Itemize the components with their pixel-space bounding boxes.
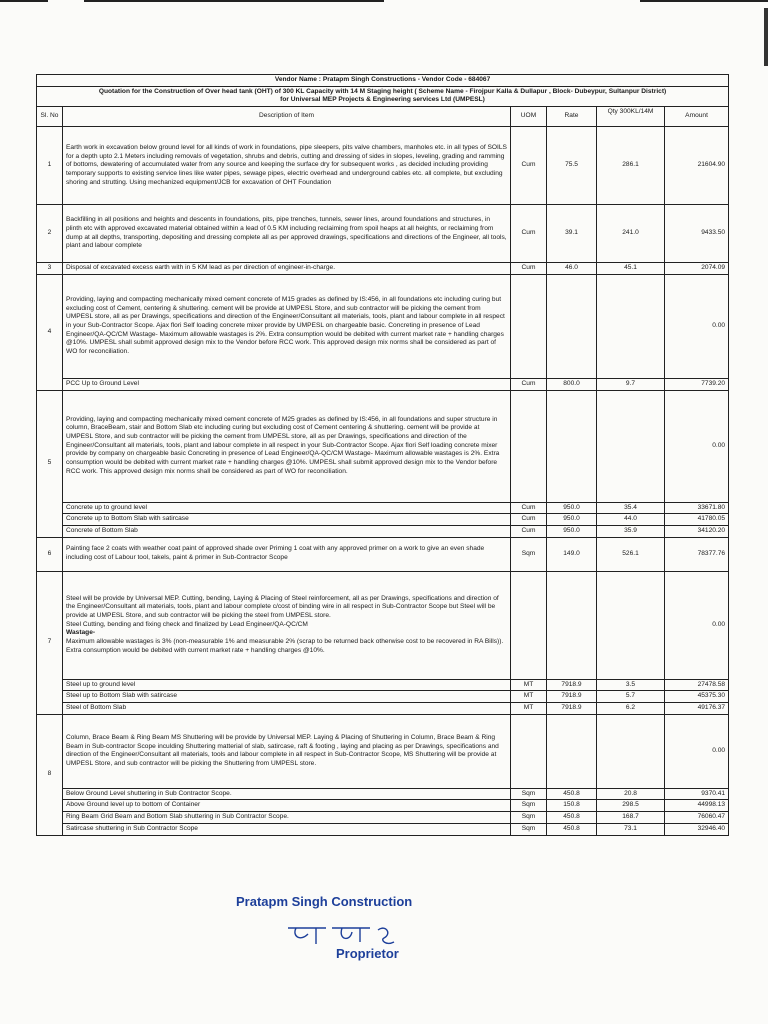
table-row <box>37 703 729 715</box>
item-uom: Cum <box>511 378 547 390</box>
sl-no: 8 <box>37 714 63 835</box>
scan-edge-mark <box>764 8 768 66</box>
item-uom: Cum <box>511 263 547 275</box>
sub-item-description: Steel up to ground level <box>63 679 511 691</box>
table-row <box>37 274 729 378</box>
col-qty: Qty 300KL/14M <box>597 107 665 127</box>
scan-edge-mark <box>84 0 384 2</box>
col-uom: UOM <box>511 107 547 127</box>
item-description: Steel will be provide by Universal MEP. Cutting, bending, Laying & Placing of Steel reinforcement, all as per Drawings, specifications and direction of the Engineer/Consultant all materials, tools, plant and labour complete c/cost of binding wire in all respect in Sub-Contractor Scope but Steel will be provide at UMPESL Store, and sub contractor will be picking the steel from UMPESL store. Steel Cutting, bending and fixing check and finalized by Lead Engineer/QA-QC/CM Wastage- Maximum allowable wastages is 3% (non-measurable 1% and measurable 2% (scrap to be returned back otherwise cost to be recovered in RA Bills)). Extra consumption would be debited with current market rate + handling charges @10%. <box>63 571 511 679</box>
item-rate: 950.0 <box>547 502 597 514</box>
item-amount: 34120.20 <box>665 525 729 537</box>
table-row <box>37 823 729 835</box>
quotation-sheet <box>36 74 728 836</box>
item-qty: 9.7 <box>597 378 665 390</box>
item-rate: 7918.9 <box>547 691 597 703</box>
table-row <box>37 571 729 679</box>
item-amount: 0.00 <box>665 571 729 679</box>
col-amount: Amount <box>665 107 729 127</box>
item-amount: 41780.05 <box>665 514 729 526</box>
item-qty: 526.1 <box>597 537 665 571</box>
item-uom: Sqm <box>511 788 547 800</box>
item-amount: 0.00 <box>665 390 729 502</box>
item-amount: 9433.50 <box>665 205 729 263</box>
col-rate: Rate <box>547 107 597 127</box>
table-row <box>37 263 729 275</box>
item-qty: 73.1 <box>597 823 665 835</box>
item-rate: 39.1 <box>547 205 597 263</box>
sl-no: 7 <box>37 571 63 714</box>
col-desc: Description of Item <box>63 107 511 127</box>
item-uom: Cum <box>511 525 547 537</box>
item-rate: 75.5 <box>547 127 597 205</box>
item-uom: Sqm <box>511 812 547 824</box>
table-row <box>37 714 729 788</box>
item-qty: 45.1 <box>597 263 665 275</box>
item-amount: 27478.58 <box>665 679 729 691</box>
item-amount: 33671.80 <box>665 502 729 514</box>
sl-no: 3 <box>37 263 63 275</box>
item-description: Backfilling in all positions and heights and descents in foundations, pits, pipe trenches, tunnels, sewer lines, around foundations and structures, in plinth etc with approved excavated material obtained within a lead of 0.5 KM including reclaiming from spoil heaps at all heights, or reclaiming from dump at all depths, transporting, depositing and dressing complete all as per approved drawings, specifications and directions of the Engineer, all tools, plant and labour complete <box>63 205 511 263</box>
scan-edge-mark <box>640 0 768 2</box>
signature-company: Pratapm Singh Construction <box>236 894 413 909</box>
item-qty: 35.4 <box>597 502 665 514</box>
item-description: Column, Brace Beam & Ring Beam MS Shuttering will be provide by Universal MEP. Laying & Placing of Shuttering in Column, Brace Beam & Ring Beam in Sub-contractor Scope inculding Shuttering matterial of slab, satircase, raft & footing , laying and placing as per Drawings, specifications and direction of the Engineer/Consultant all materials, tools and labour complete in all respect in Sub-Contractor Scope, MS Shuttering will be provide at UMPESL Store, and sub contractor will be picking the Shuttering from UMPESL store. <box>63 714 511 788</box>
item-rate: 149.0 <box>547 537 597 571</box>
table-row <box>37 390 729 502</box>
item-qty: 298.5 <box>597 800 665 812</box>
item-amount: 21604.90 <box>665 127 729 205</box>
item-uom: Cum <box>511 502 547 514</box>
item-description: Providing, laying and compacting mechanically mixed cement concrete of M25 grades as defined by IS:456, in all foundations and super structure in column, BraceBeam, stair and Bottom Slab etc including curing but excluding cost of Cement centering & shuttering. cement will be provide at UMPESL Store, and sub contractor will be picking the cement from UMPESL store, all as per Drawings, specifications and direction of the Engineer/Consultant all materials, tools, plant and labour complete in all respect in your Sub-Contractor Scope. Ajax flori Self loading concrete mixer provide by company on chargeable basic Concreting in presence of Lead Engineer/QA-QC/CM Wastage- Maximum allowable wastages is 2%. Extra consumption would be debited with current market rate + handling charges @10%. UMPESL shall submit approved design mix to the Vendor before RCC work. This approved design mix norms shall be considered as part of WO for reconciliation. <box>63 390 511 502</box>
sl-no: 4 <box>37 274 63 390</box>
item-qty: 241.0 <box>597 205 665 263</box>
item-uom: Sqm <box>511 537 547 571</box>
item-qty: 5.7 <box>597 691 665 703</box>
item-description: Disposal of excavated excess earth with in 5 KM lead as per direction of engineer-in-charge. <box>63 263 511 275</box>
vendor-row <box>37 75 729 87</box>
sub-item-description: Satircase shuttering in Sub Contractor Scope <box>63 823 511 835</box>
item-uom: Sqm <box>511 823 547 835</box>
item-amount: 0.00 <box>665 714 729 788</box>
item-rate: 950.0 <box>547 514 597 526</box>
table-row <box>37 679 729 691</box>
item-qty: 168.7 <box>597 812 665 824</box>
item-amount: 78377.76 <box>665 537 729 571</box>
item-amount: 49176.37 <box>665 703 729 715</box>
sub-item-description: Steel up to Bottom Slab with satircase <box>63 691 511 703</box>
item-amount: 7739.20 <box>665 378 729 390</box>
item-qty: 6.2 <box>597 703 665 715</box>
document-title: Quotation for the Construction of Over head tank (OHT) of 300 KL Capacity with 14 M Staging height ( Scheme Name - Firojpur Kalla & Dullapur , Block- Dubeypur, Sultanpur District) for Universal MEP Projects & Engineering services Ltd (UMPESL) <box>37 86 729 106</box>
item-rate: 7918.9 <box>547 703 597 715</box>
sub-item-description: Steel of Bottom Slab <box>63 703 511 715</box>
sub-item-description: Concrete up to Bottom Slab with satircase <box>63 514 511 526</box>
item-uom: Cum <box>511 205 547 263</box>
item-uom: Cum <box>511 514 547 526</box>
table-row <box>37 800 729 812</box>
scan-edge-mark <box>0 0 48 2</box>
item-rate: 950.0 <box>547 525 597 537</box>
table-row <box>37 205 729 263</box>
vendor-line: Vendor Name : Pratapm Singh Constructions - Vendor Code - 684067 <box>37 75 729 87</box>
sub-item-description: Ring Beam Grid Beam and Bottom Slab shuttering in Sub Contractor Scope. <box>63 812 511 824</box>
table-row <box>37 691 729 703</box>
table-row <box>37 812 729 824</box>
sl-no: 6 <box>37 537 63 571</box>
table-row <box>37 525 729 537</box>
item-amount: 2074.09 <box>665 263 729 275</box>
item-amount: 76060.47 <box>665 812 729 824</box>
item-description: Providing, laying and compacting mechanically mixed cement concrete of M15 grades as defined by IS:456, in all foundations etc including curing but excluding cost of Cement, centering & shuttering. cement will be provide at UMPESL Store, and sub contractor will be picking the cement from UMPESL store, all as per Drawings, specifications and direction of the Engineer/Consultant all materials, tools, plant and labour complete in all respect in your Sub-Contractor Scope. Ajax flori Self loading concrete mixer provide by UMPESL on chargeable basic. Concreting in presence of Lead Engineer/QA-QC/CM Wastage- Maximum allowable wastages is 2%. Extra consumption would be debited with current market rate + handling charges @10%. UMPESL shall submit approved design mix to the Vendor before RCC work. This approved design mix norms shall be considered as part of WO for reconciliation. <box>63 274 511 378</box>
item-qty: 286.1 <box>597 127 665 205</box>
item-qty: 35.9 <box>597 525 665 537</box>
item-rate: 7918.9 <box>547 679 597 691</box>
item-rate: 450.8 <box>547 788 597 800</box>
item-rate: 46.0 <box>547 263 597 275</box>
item-rate: 450.8 <box>547 823 597 835</box>
table-row <box>37 537 729 571</box>
quotation-table <box>36 74 729 836</box>
title-row <box>37 86 729 106</box>
sub-item-description: Concrete of Bottom Slab <box>63 525 511 537</box>
item-description: Painting face 2 coats with weather coat paint of approved shade over Priming 1 coat with any approved primer on a work to give an even shade including cost of Labour tool, takels, paint & primer in Sub-Contractor Scope <box>63 537 511 571</box>
table-row <box>37 514 729 526</box>
table-row <box>37 788 729 800</box>
item-amount: 45375.30 <box>665 691 729 703</box>
item-uom: Cum <box>511 127 547 205</box>
sl-no: 1 <box>37 127 63 205</box>
item-uom: Sqm <box>511 800 547 812</box>
sub-item-description: Above Ground level up to bottom of Container <box>63 800 511 812</box>
signature-block <box>236 894 496 961</box>
sub-item-description: Below Ground Level shuttering in Sub Contractor Scope. <box>63 788 511 800</box>
item-amount: 9370.41 <box>665 788 729 800</box>
item-uom: MT <box>511 703 547 715</box>
item-description: Earth work in excavation below ground level for all kinds of work in foundations, pipe sleepers, pits valve chambers, manholes etc. in all types of SOILS for a depth upto 2.1 Meters including removals of vegetation, shrubs and debris, cutting and dressing of sides in slopes, leveling, grading and ramming of bottoms, dewatering of accumulated water from any source and keeping the surface dry for subsequent works , as decided including providing temporary supports to existing service lines like water pipes, sewage pipes, electric overhead and underground cables etc. all complete, but excluding shoring and strutting. Using mechanized equipment/JCB for excavation of OHT Foundation <box>63 127 511 205</box>
item-qty: 20.8 <box>597 788 665 800</box>
item-amount: 0.00 <box>665 274 729 378</box>
table-row <box>37 127 729 205</box>
item-amount: 32946.40 <box>665 823 729 835</box>
item-amount: 44998.13 <box>665 800 729 812</box>
signature-role: Proprietor <box>336 946 399 961</box>
sl-no: 5 <box>37 390 63 537</box>
sub-item-description: PCC Up to Ground Level <box>63 378 511 390</box>
sub-item-description: Concrete up to ground level <box>63 502 511 514</box>
item-rate: 800.0 <box>547 378 597 390</box>
column-header-row <box>37 107 729 127</box>
item-rate: 150.8 <box>547 800 597 812</box>
item-qty: 44.0 <box>597 514 665 526</box>
sl-no: 2 <box>37 205 63 263</box>
item-uom: MT <box>511 691 547 703</box>
item-qty: 3.5 <box>597 679 665 691</box>
col-sl: Sl. No <box>37 107 63 127</box>
table-row <box>37 502 729 514</box>
table-row <box>37 378 729 390</box>
item-rate: 450.8 <box>547 812 597 824</box>
item-uom: MT <box>511 679 547 691</box>
